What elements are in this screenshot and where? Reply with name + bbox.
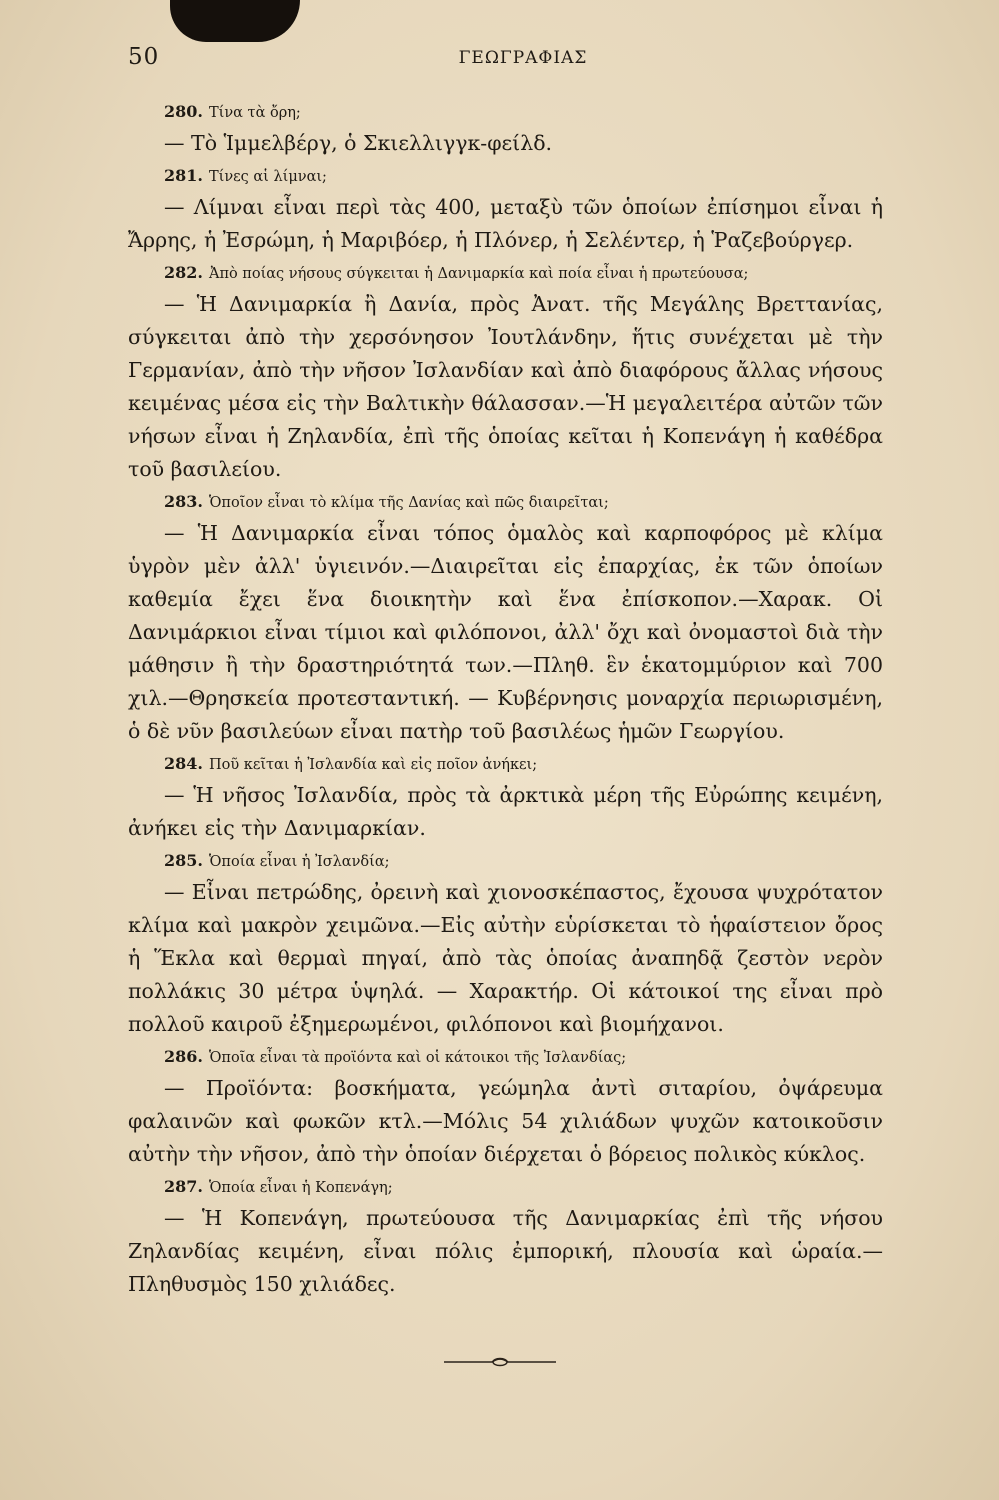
question (128, 98, 883, 127)
question-number: 285. (164, 851, 203, 870)
question (128, 847, 883, 876)
question-text: Ποῦ κεῖται ἡ Ἰσλανδία καὶ εἰς ποῖον ἀνήκει; (208, 757, 538, 773)
answer: — Ἡ Δανιμαρκία ἢ Δανία, πρὸς Ἀνατ. τῆς Μεγάλης Βρεττανίας, σύγκειται ἀπὸ τὴν χερσόνησον Ἰουτλάνδην, ἥτις συνέχεται μὲ τὴν Γερμανίαν, ἀπὸ τὴν νῆσον Ἰσλανδίαν καὶ ἀπὸ διαφόρους ἄλλας νήσους κειμένας μέσα εἰς τὴν Βαλτικὴν θάλασσαν.—Ἡ μεγαλειτέρα αὐτῶν τῶν νήσων εἶναι ἡ Ζηλανδία, ἐπὶ τῆς ὁποίας κεῖται ἡ Κοπενάγη ἡ καθέδρα τοῦ βασιλείου. (128, 292, 883, 481)
page-number: 50 (128, 44, 160, 70)
entry-285 (128, 847, 883, 1041)
entry-282 (128, 259, 883, 486)
question-text: Ὁποῖον εἶναι τὸ κλίμα τῆς Δανίας καὶ πῶς διαιρεῖται; (208, 495, 609, 511)
entry-287 (128, 1173, 883, 1301)
answer: — Προϊόντα: βοσκήματα, γεώμηλα ἀντὶ σιταρίου, ὀψάρευμα φαλαινῶν καὶ φωκῶν κτλ.—Μόλις 54 χιλιάδων ψυχῶν κατοικοῦσιν αὐτὴν τὴν νῆσον, ἀπὸ τὴν ὁποίαν διέρχεται ὁ βόρειος πολικὸς κύκλος. (128, 1076, 883, 1166)
question-number: 287. (164, 1177, 203, 1196)
question-text: Τίνες αἱ λίμναι; (208, 169, 327, 185)
question-text: Ὁποία εἶναι ἡ Κοπενάγη; (208, 1180, 393, 1196)
question-number: 286. (164, 1047, 203, 1066)
question (128, 750, 883, 779)
answer: — Ἡ Κοπενάγη, πρωτεύουσα τῆς Δανιμαρκίας ἐπὶ τῆς νήσου Ζηλανδίας κειμένη, εἶναι πόλις ἐμπορική, πλουσία καὶ ὡραία.— Πληθυσμὸς 150 χιλιάδες. (128, 1206, 883, 1296)
question (128, 1173, 883, 1202)
answer: — Ἡ Δανιμαρκία εἶναι τόπος ὁμαλὸς καὶ καρποφόρος μὲ κλίμα ὑγρὸν μὲν ἀλλ' ὑγιεινόν.—Διαιρεῖται εἰς ἐπαρχίας, ἐκ τῶν ὁποίων καθεμία ἔχει ἕνα διοικητὴν καὶ ἕνα ἐπίσκοπον.—Χαρακ. Οἱ Δανιμάρκιοι εἶναι τίμιοι καὶ φιλόπονοι, ἀλλ' ὄχι καὶ ὀνομαστοὶ διὰ τὴν μάθησιν ἢ τὴν δραστηριότητά των.—Πληθ. ἓν ἑκατομμύριον καὶ 700 χιλ.—Θρησκεία προτεσταντική. — Κυβέρνησις μοναρχία περιωρισμένη, ὁ δὲ νῦν βασιλεύων εἶναι πατὴρ τοῦ βασιλέως ἡμῶν Γεωργίου. (128, 521, 883, 743)
page-header (128, 44, 888, 80)
entry-284 (128, 750, 883, 845)
end-ornament-icon (440, 1352, 560, 1372)
entry-286 (128, 1043, 883, 1171)
ink-blot (170, 0, 300, 42)
question (128, 162, 883, 191)
question (128, 1043, 883, 1072)
question (128, 488, 883, 517)
question-text: Ἀπὸ ποίας νήσους σύγκειται ἡ Δανιμαρκία καὶ ποία εἶναι ἡ πρωτεύουσα; (208, 266, 749, 282)
answer: — Ἡ νῆσος Ἰσλανδία, πρὸς τὰ ἀρκτικὰ μέρη τῆς Εὐρώπης κειμένη, ἀνήκει εἰς τὴν Δανιμαρκίαν. (128, 783, 883, 840)
running-head: ΓΕΩΓΡΑΦΙΑΣ (458, 48, 588, 68)
answer: — Λίμναι εἶναι περὶ τὰς 400, μεταξὺ τῶν ὁποίων ἐπίσημοι εἶναι ἡ Ἄρρης, ἡ Ἐσρώμη, ἡ Μαριβόερ, ἡ Πλόνερ, ἡ Σελέντερ, ἡ Ῥαζεβούργερ. (128, 195, 883, 252)
answer: — Τὸ Ἱμμελβέργ, ὁ Σκιελλιγγκ-φείλδ. (164, 131, 553, 155)
question-number: 283. (164, 492, 203, 511)
page-content (128, 98, 883, 1303)
question-text: Ὁποῖα εἶναι τὰ προϊόντα καὶ οἱ κάτοικοι τῆς Ἰσλανδίας; (208, 1050, 627, 1066)
question-text: Τίνα τὰ ὄρη; (208, 105, 301, 121)
question-number: 281. (164, 166, 203, 185)
question-number: 284. (164, 754, 203, 773)
question-number: 282. (164, 263, 203, 282)
question-number: 280. (164, 102, 203, 121)
entry-281 (128, 162, 883, 257)
answer: — Εἶναι πετρώδης, ὀρεινὴ καὶ χιονοσκέπαστος, ἔχουσα ψυχρότατον κλίμα καὶ μακρὸν χειμῶνα.—Εἰς αὐτὴν εὑρίσκεται τὸ ἡφαίστειον ὄρος ἡ Ἕκλα καὶ θερμαὶ πηγαί, ἀπὸ τὰς ὁποίας ἀναπηδᾷ ζεστὸν νερὸν πολλάκις 30 μέτρα ὑψηλά. — Χαρακτήρ. Οἱ κάτοικοί της εἶναι πρὸ πολλοῦ καιροῦ ἐξημερωμένοι, φιλόπονοι καὶ βιομήχανοι. (128, 880, 883, 1036)
entry-283 (128, 488, 883, 748)
question (128, 259, 883, 288)
entry-280 (128, 98, 883, 160)
question-text: Ὁποία εἶναι ἡ Ἰσλανδία; (208, 854, 390, 870)
